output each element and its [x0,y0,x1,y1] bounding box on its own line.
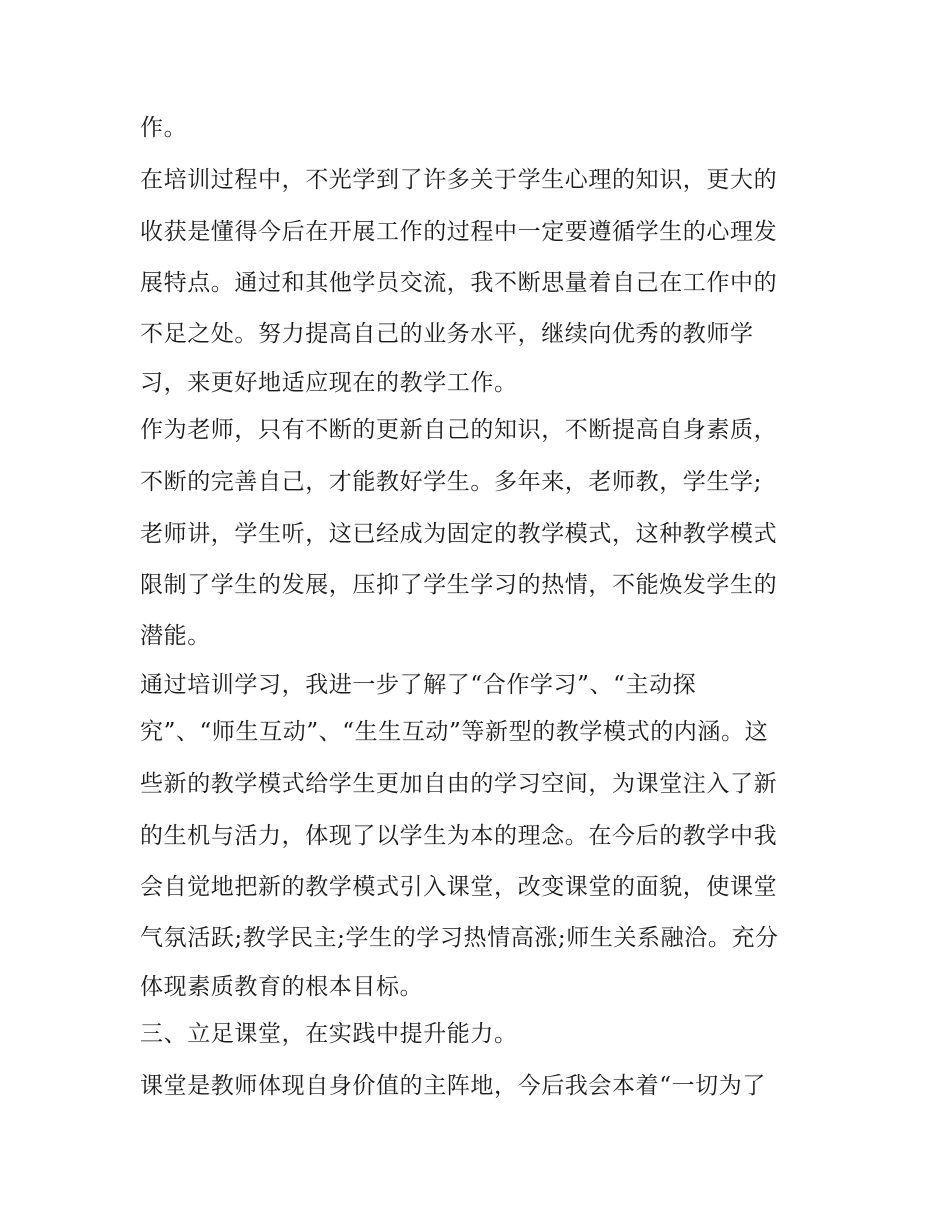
text-line: 气氛活跃;教学民主;学生的学习热情高涨;师生关系融洽。充分 [140,925,779,951]
text-line: 习，来更好地适应现在的教学工作。 [140,370,518,396]
text-line: 些新的教学模式给学生更加自由的学习空间，为课堂注入了新 [140,771,778,797]
text-line: 作为老师，只有不断的更新自己的知识，不断提高自身素质， [140,417,778,443]
text-line: 限制了学生的发展，压抑了学生学习的热情，不能焕发学生的 [140,572,778,598]
text-line: 展特点。通过和其他学员交流，我不断思量着自己在工作中的 [140,270,778,296]
text-line: 课堂是教师体现自身价值的主阵地，今后我会本着“一切为了 [140,1073,766,1099]
text-line: 老师讲，学生听，这已经成为固定的教学模式，这种教学模式 [140,521,778,547]
text-line: 的生机与活力，体现了以学生为本的理念。在今后的教学中我 [140,823,778,849]
text-line: 会自觉地把新的教学模式引入课堂，改变课堂的面貌，使课堂 [140,874,778,900]
text-line: 不断的完善自己，才能教好学生。多年来，老师教，学生学; [140,469,762,495]
text-line: 通过培训学习，我进一步了解了“合作学习”、“主动探 [140,672,697,698]
section-heading: 三、立足课堂，在实践中提升能力。 [140,1021,518,1047]
text-line: 不足之处。努力提高自己的业务水平，继续向优秀的教师学 [140,321,754,347]
text-line: 作。 [140,115,188,141]
text-line: 体现素质教育的根本目标。 [140,974,424,1000]
text-line: 收获是懂得今后在开展工作的过程中一定要遵循学生的心理发 [140,219,778,245]
text-line: 潜能。 [140,623,211,649]
text-line: 在培训过程中，不光学到了许多关于学生心理的知识，更大的 [140,167,778,193]
text-line: 究”、“师生互动”、“生生互动”等新型的教学模式的内涵。这 [140,719,769,745]
